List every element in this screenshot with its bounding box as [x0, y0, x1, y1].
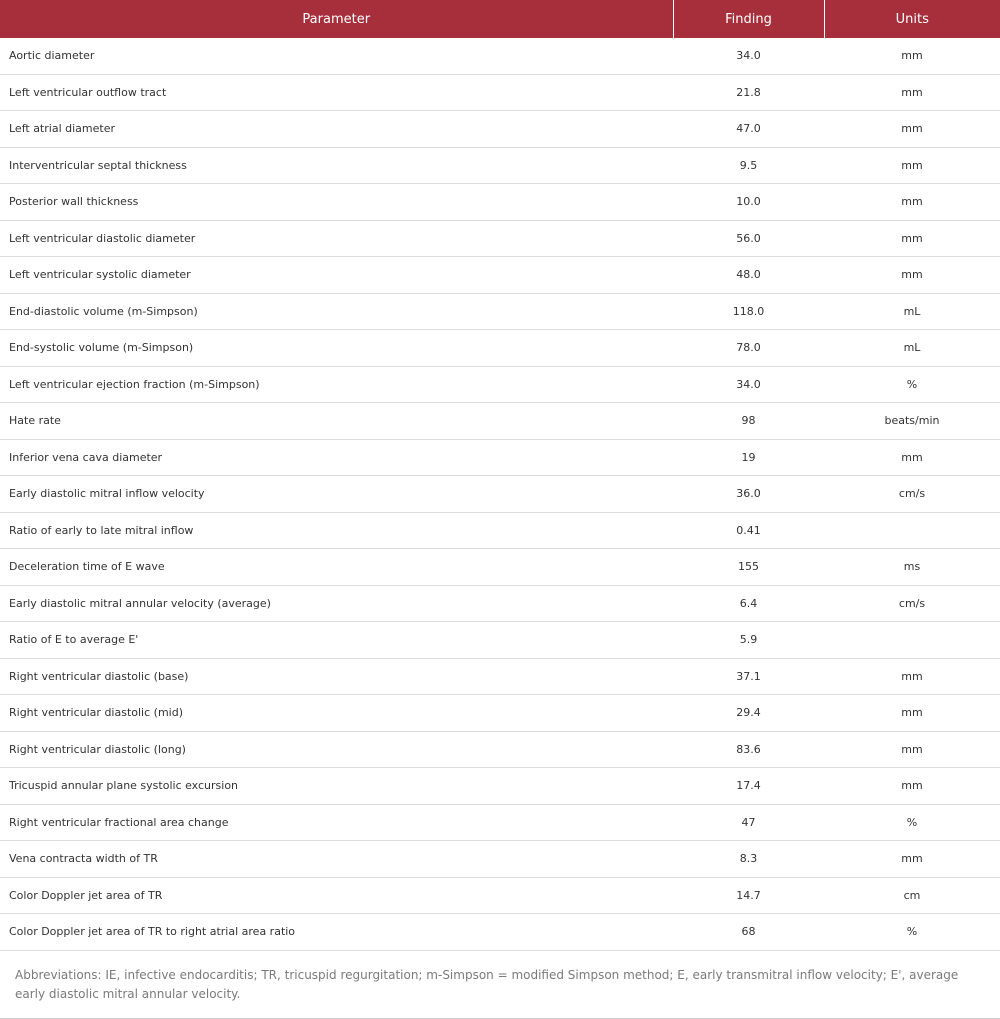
table-row — [0, 38, 1000, 74]
units-cell: cm/s — [824, 476, 1000, 513]
table-row — [0, 841, 1000, 878]
header-finding: Finding — [673, 0, 824, 38]
parameter-cell: Inferior vena cava diameter — [0, 439, 673, 476]
parameter-cell: Left ventricular outflow tract — [0, 74, 673, 111]
units-cell: mm — [824, 220, 1000, 257]
parameter-cell: Early diastolic mitral inflow velocity — [0, 476, 673, 513]
table-row — [0, 111, 1000, 148]
parameter-cell: Ratio of E to average E' — [0, 622, 673, 659]
abbreviations-footnote: Abbreviations: IE, infective endocarditis; TR, tricuspid regurgitation; m-Simpson = modified Simpson method; E, early transmitral inflow velocity; E', average early diastolic mitral annular velocity. — [0, 951, 1000, 1019]
table-row — [0, 695, 1000, 732]
header-units: Units — [824, 0, 1000, 38]
finding-cell: 9.5 — [673, 147, 824, 184]
parameter-cell: Left ventricular diastolic diameter — [0, 220, 673, 257]
parameter-cell: Ratio of early to late mitral inflow — [0, 512, 673, 549]
parameter-cell: Interventricular septal thickness — [0, 147, 673, 184]
table-body — [0, 38, 1000, 950]
units-cell: mm — [824, 731, 1000, 768]
finding-cell: 0.41 — [673, 512, 824, 549]
finding-cell: 47 — [673, 804, 824, 841]
table-row — [0, 549, 1000, 586]
parameter-cell: Posterior wall thickness — [0, 184, 673, 221]
table-row — [0, 768, 1000, 805]
table-row — [0, 366, 1000, 403]
finding-cell: 118.0 — [673, 293, 824, 330]
parameter-cell: Left ventricular ejection fraction (m-Simpson) — [0, 366, 673, 403]
units-cell: mm — [824, 257, 1000, 294]
table-row — [0, 257, 1000, 294]
parameter-cell: Color Doppler jet area of TR to right atrial area ratio — [0, 914, 673, 951]
units-cell: mm — [824, 841, 1000, 878]
table-row — [0, 622, 1000, 659]
finding-cell: 83.6 — [673, 731, 824, 768]
finding-cell: 37.1 — [673, 658, 824, 695]
parameter-cell: Tricuspid annular plane systolic excursion — [0, 768, 673, 805]
parameter-cell: Left atrial diameter — [0, 111, 673, 148]
parameter-cell: Left ventricular systolic diameter — [0, 257, 673, 294]
table-row — [0, 293, 1000, 330]
units-cell: mm — [824, 147, 1000, 184]
table-row — [0, 914, 1000, 951]
units-cell — [824, 622, 1000, 659]
units-cell: mm — [824, 768, 1000, 805]
units-cell — [824, 512, 1000, 549]
finding-cell: 29.4 — [673, 695, 824, 732]
table-row — [0, 585, 1000, 622]
units-cell: cm/s — [824, 585, 1000, 622]
parameter-cell: Right ventricular diastolic (long) — [0, 731, 673, 768]
table-row — [0, 330, 1000, 367]
units-cell: mm — [824, 695, 1000, 732]
finding-cell: 47.0 — [673, 111, 824, 148]
units-cell: % — [824, 366, 1000, 403]
units-cell: mm — [824, 38, 1000, 74]
parameter-cell: Early diastolic mitral annular velocity (average) — [0, 585, 673, 622]
table-row — [0, 476, 1000, 513]
parameter-cell: Vena contracta width of TR — [0, 841, 673, 878]
finding-cell: 68 — [673, 914, 824, 951]
units-cell: ms — [824, 549, 1000, 586]
finding-cell: 19 — [673, 439, 824, 476]
finding-cell: 14.7 — [673, 877, 824, 914]
header-row — [0, 0, 1000, 38]
finding-cell: 48.0 — [673, 257, 824, 294]
units-cell: mm — [824, 439, 1000, 476]
units-cell: mm — [824, 658, 1000, 695]
units-cell: mL — [824, 330, 1000, 367]
units-cell: mm — [824, 74, 1000, 111]
parameter-cell: Right ventricular diastolic (mid) — [0, 695, 673, 732]
table-row — [0, 512, 1000, 549]
units-cell: mm — [824, 111, 1000, 148]
parameter-cell: Right ventricular diastolic (base) — [0, 658, 673, 695]
finding-cell: 6.4 — [673, 585, 824, 622]
units-cell: mm — [824, 184, 1000, 221]
table-row — [0, 220, 1000, 257]
units-cell: cm — [824, 877, 1000, 914]
table-row — [0, 403, 1000, 440]
finding-cell: 8.3 — [673, 841, 824, 878]
finding-cell: 36.0 — [673, 476, 824, 513]
units-cell: % — [824, 914, 1000, 951]
finding-cell: 5.9 — [673, 622, 824, 659]
units-cell: beats/min — [824, 403, 1000, 440]
parameter-cell: Deceleration time of E wave — [0, 549, 673, 586]
parameter-cell: End-diastolic volume (m-Simpson) — [0, 293, 673, 330]
table-header — [0, 0, 1000, 38]
finding-cell: 34.0 — [673, 38, 824, 74]
finding-cell: 34.0 — [673, 366, 824, 403]
table-row — [0, 731, 1000, 768]
parameter-cell: Hate rate — [0, 403, 673, 440]
table-row — [0, 658, 1000, 695]
finding-cell: 10.0 — [673, 184, 824, 221]
parameter-cell: End-systolic volume (m-Simpson) — [0, 330, 673, 367]
parameter-cell: Right ventricular fractional area change — [0, 804, 673, 841]
table-row — [0, 804, 1000, 841]
finding-cell: 98 — [673, 403, 824, 440]
parameter-cell: Aortic diameter — [0, 38, 673, 74]
finding-cell: 17.4 — [673, 768, 824, 805]
finding-cell: 56.0 — [673, 220, 824, 257]
units-cell: % — [824, 804, 1000, 841]
table-row — [0, 74, 1000, 111]
table-row — [0, 147, 1000, 184]
table-row — [0, 184, 1000, 221]
finding-cell: 21.8 — [673, 74, 824, 111]
units-cell: mL — [824, 293, 1000, 330]
table-row — [0, 877, 1000, 914]
header-parameter: Parameter — [0, 0, 673, 38]
finding-cell: 155 — [673, 549, 824, 586]
table-row — [0, 439, 1000, 476]
finding-cell: 78.0 — [673, 330, 824, 367]
parameter-cell: Color Doppler jet area of TR — [0, 877, 673, 914]
